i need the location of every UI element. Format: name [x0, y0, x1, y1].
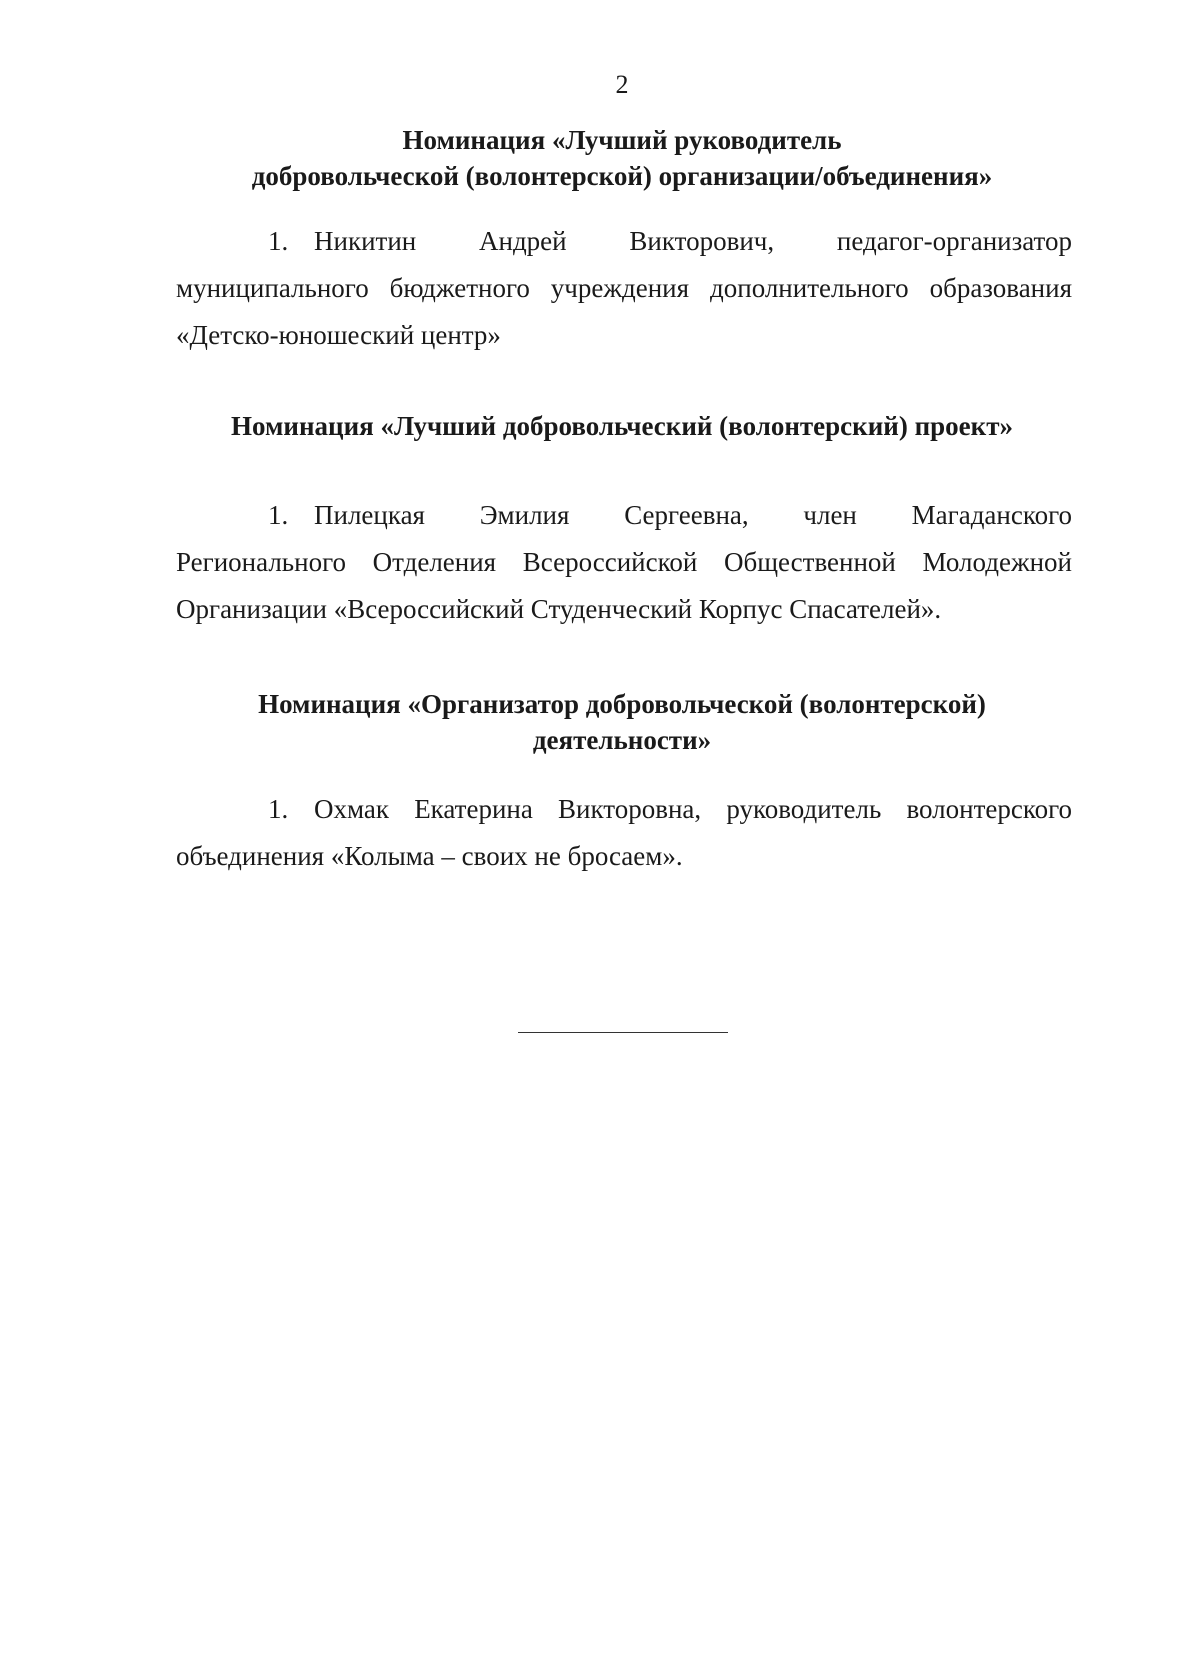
nominee-entry	[176, 218, 1072, 359]
heading-line: Номинация «Лучший руководитель	[402, 125, 842, 155]
nominee-description: объединения «Колыма – своих не бросаем».	[176, 841, 683, 871]
item-number: 1.	[268, 794, 289, 824]
item-number: 1.	[268, 226, 289, 256]
page-number: 2	[615, 70, 629, 99]
nominee-entry	[176, 786, 1072, 880]
nominee-name: Охмак Екатерина Викторовна, руководитель волонтерского	[314, 794, 1072, 824]
nomination-heading-organizer	[0, 686, 1200, 758]
nominee-name: Никитин Андрей Викторович, педагог-организатор	[314, 226, 1072, 256]
heading-line: Номинация «Организатор добровольческой (волонтерской)	[258, 689, 986, 719]
end-of-document-rule	[518, 1032, 728, 1033]
heading-line: деятельности»	[532, 725, 712, 755]
item-number: 1.	[268, 500, 289, 530]
nominee-entry	[176, 492, 1072, 633]
nomination-heading-best-project	[0, 408, 1200, 444]
heading-line: Номинация «Лучший добровольческий (волонтерский) проект»	[231, 411, 1013, 441]
nominee-description: муниципального бюджетного учреждения дополнительного образования «Детско-юношеский центр»	[176, 273, 1072, 350]
heading-line: добровольческой (волонтерской) организации/объединения»	[251, 161, 993, 191]
nominee-name: Пилецкая Эмилия Сергеевна, член Магаданского	[314, 500, 1072, 530]
nominee-description: Регионального Отделения Всероссийской Общественной Молодежной Организации «Всероссийский Студенческий Корпус Спасателей».	[176, 547, 1072, 624]
nominee-first-line	[176, 786, 1072, 833]
nominee-first-line	[176, 492, 1072, 539]
nomination-heading-best-leader	[0, 122, 1200, 194]
nominee-first-line	[176, 218, 1072, 265]
